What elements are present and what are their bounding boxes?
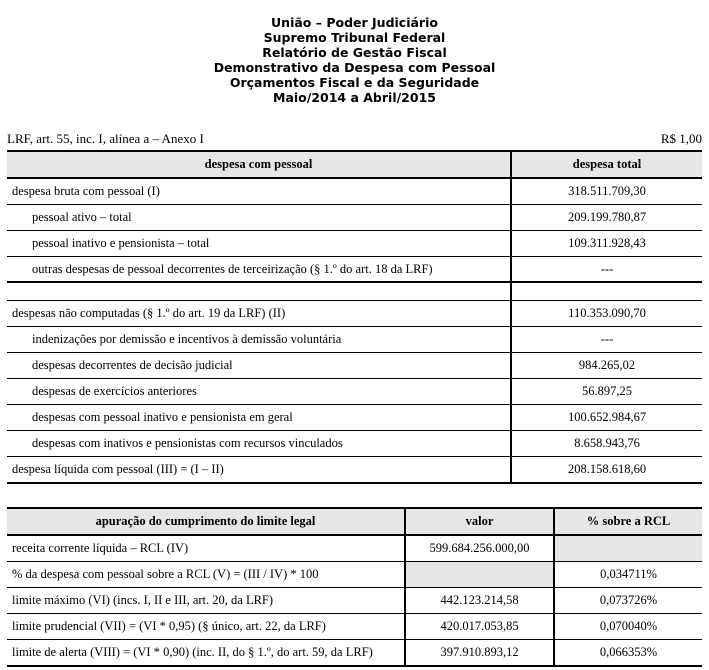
table2-header-assessment: apuração do cumprimento do limite legal <box>95 514 316 528</box>
table-row <box>7 457 702 484</box>
expense-label: despesa líquida com pessoal (III) = (I – II) <box>12 462 224 476</box>
expense-label: despesas com inativos e pensionistas com recursos vinculados <box>32 436 343 450</box>
expense-label: despesas não computadas (§ 1.º do art. 19 da LRF) (II) <box>12 306 286 320</box>
expense-label: despesas decorrentes de decisão judicial <box>32 358 233 372</box>
table2-header-row <box>7 509 702 536</box>
report-title-line-court: Supremo Tribunal Federal <box>263 30 446 45</box>
expense-label: pessoal inativo e pensionista – total <box>32 236 210 250</box>
limit-value: 442.123.214,58 <box>404 588 553 613</box>
currency-unit: R$ 1,00 <box>660 131 702 146</box>
table-row <box>7 327 702 353</box>
expense-value: 209.199.780,87 <box>510 205 702 230</box>
limit-label: % da despesa com pessoal sobre a RCL (V) = (III / IV) * 100 <box>12 567 319 581</box>
expense-label: indenizações por demissão e incentivos à demissão voluntária <box>32 332 342 346</box>
expense-label: outras despesas de pessoal decorrentes de terceirização (§ 1.º do art. 18 da LRF) <box>32 261 433 276</box>
personnel-expense-table <box>7 150 702 484</box>
limit-label: receita corrente líquida – RCL (IV) <box>12 541 189 555</box>
limit-label: limite de alerta (VIII) = (VI * 0,90) (inc. II, do § 1.º, do art. 59, da LRF) <box>12 645 373 659</box>
report-title-line-statement: Demonstrativo da Despesa com Pessoal <box>213 60 496 75</box>
expense-value: 109.311.928,43 <box>510 231 702 256</box>
lrf-reference: LRF, art. 55, inc. I, alínea a – Anexo I <box>7 131 204 146</box>
limit-pct: 0,034711% <box>553 562 702 587</box>
expense-value <box>510 283 702 300</box>
expense-value: --- <box>510 257 702 281</box>
limit-label: limite prudencial (VII) = (VI * 0,95) (§ único, art. 22, da LRF) <box>12 619 326 633</box>
table1-header-total: despesa total <box>510 152 702 177</box>
table-row <box>7 536 702 562</box>
meta-line <box>7 131 702 147</box>
table-row-spacer <box>7 283 702 301</box>
limit-value: 397.910.893,12 <box>404 640 553 665</box>
table2-header-pct-rcl: % sobre a RCL <box>553 509 702 534</box>
expense-label: despesa bruta com pessoal (I) <box>12 184 160 198</box>
table-row <box>7 353 702 379</box>
limit-pct: 0,073726% <box>553 588 702 613</box>
table-row <box>7 179 702 205</box>
report-title-block <box>0 0 709 105</box>
limit-compliance-table <box>7 507 702 667</box>
expense-value: 318.511.709,30 <box>510 179 702 204</box>
limit-pct: 0,070040% <box>553 614 702 639</box>
table-row <box>7 405 702 431</box>
limit-value: 420.017.053,85 <box>404 614 553 639</box>
table-row <box>7 562 702 588</box>
table-row <box>7 431 702 457</box>
expense-value: --- <box>510 327 702 352</box>
report-title-line-budgets: Orçamentos Fiscal e da Seguridade <box>229 75 480 90</box>
expense-label: despesas de exercícios anteriores <box>32 384 197 398</box>
expense-value: 56.897,25 <box>510 379 702 404</box>
expense-label <box>7 283 510 300</box>
expense-value: 100.652.984,67 <box>510 405 702 430</box>
report-title-line-report: Relatório de Gestão Fiscal <box>262 45 447 60</box>
table-row <box>7 614 702 640</box>
table-row <box>7 205 702 231</box>
table-row <box>7 640 702 667</box>
expense-label: despesas com pessoal inativo e pensionista em geral <box>32 410 293 424</box>
expense-label: pessoal ativo – total <box>32 210 132 224</box>
table-row <box>7 301 702 327</box>
table2-header-value: valor <box>404 509 553 534</box>
expense-value: 8.658.943,76 <box>510 431 702 456</box>
expense-value: 984.265,02 <box>510 353 702 378</box>
report-title-line-entity: União – Poder Judiciário <box>271 15 438 30</box>
limit-value <box>404 562 553 587</box>
report-title-line-period: Maio/2014 a Abril/2015 <box>273 90 436 105</box>
limit-pct: 0,066353% <box>553 640 702 665</box>
table-row <box>7 231 702 257</box>
expense-value: 208.158.618,60 <box>510 457 702 482</box>
table-row <box>7 588 702 614</box>
table1-header-row <box>7 152 702 179</box>
table-row <box>7 379 702 405</box>
limit-label: limite máximo (VI) (incs. I, II e III, art. 20, da LRF) <box>12 593 274 607</box>
expense-value: 110.353.090,70 <box>510 301 702 326</box>
table1-header-expense: despesa com pessoal <box>204 157 313 171</box>
limit-value: 599.684.256.000,00 <box>404 536 553 561</box>
table-row <box>7 257 702 283</box>
limit-pct <box>553 536 702 561</box>
